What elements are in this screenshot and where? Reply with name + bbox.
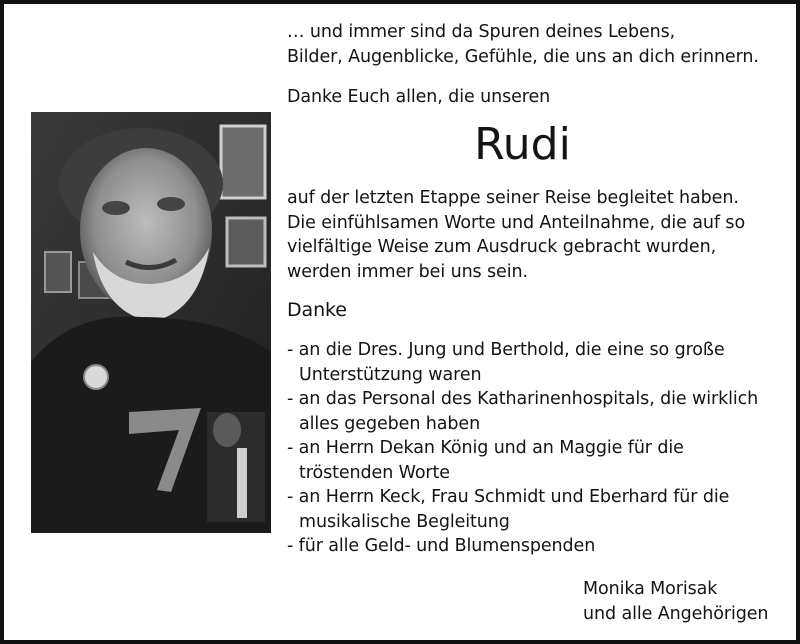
list-item-line: - für alle Geld- und Blumenspenden — [287, 536, 596, 556]
signature — [583, 577, 768, 626]
list-item-line: - an die Dres. Jung und Berthold, die eine so große — [287, 340, 725, 360]
thanks-list — [287, 338, 767, 559]
list-item-continuation: Unterstützung waren — [299, 364, 482, 385]
signature-family: und alle Angehörigen — [583, 603, 769, 624]
list-item — [287, 485, 767, 534]
paragraph-line: werden immer bei uns sein. — [287, 261, 528, 282]
paragraph-line: vielfältige Weise zum Ausdruck gebracht wurden, — [287, 237, 717, 257]
gratitude-paragraph — [287, 186, 763, 284]
list-item-line: - an Herrn Keck, Frau Schmidt und Eberhard für die — [287, 487, 730, 507]
list-item-continuation: musikalische Begleitung — [299, 511, 510, 532]
intro-verse — [287, 20, 767, 69]
paragraph-line: Die einfühlsamen Worte und Anteilnahme, die auf so — [287, 212, 746, 233]
list-item-continuation: tröstenden Worte — [299, 462, 450, 483]
list-item-line: - an das Personal des Katharinenhospitals, die wirklich — [287, 389, 759, 409]
list-item — [287, 436, 767, 485]
portrait-photo — [31, 112, 271, 533]
deceased-name: Rudi — [474, 119, 571, 170]
intro-line: … und immer sind da Spuren deines Lebens, — [287, 22, 676, 42]
thanks-intro: Danke Euch allen, die unseren — [287, 87, 551, 107]
list-item-line: - an Herrn Dekan König und an Maggie für die — [287, 438, 684, 458]
signature-name: Monika Morisak — [583, 579, 718, 599]
list-item — [287, 534, 767, 559]
paragraph-line: auf der letzten Etappe seiner Reise begleitet haben. — [287, 188, 739, 208]
intro-line: Bilder, Augenblicke, Gefühle, die uns an dich erinnern. — [287, 46, 759, 67]
danke-heading: Danke — [287, 299, 347, 321]
list-item-continuation: alles gegeben haben — [299, 413, 481, 434]
list-item — [287, 387, 767, 436]
portrait-illustration — [31, 112, 271, 533]
list-item — [287, 338, 767, 387]
